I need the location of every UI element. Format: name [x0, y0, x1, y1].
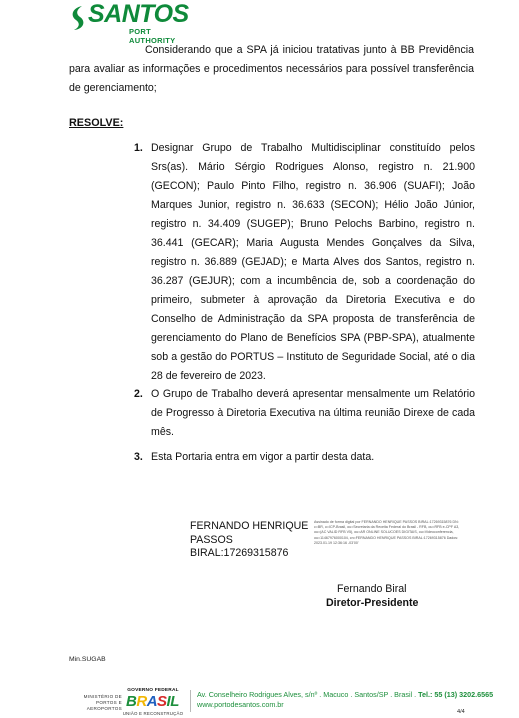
ministry-label: MINISTÉRIO DE PORTOS E AEROPORTOS: [83, 694, 122, 711]
footer-divider: [190, 690, 191, 712]
signer-name: Fernando Biral: [337, 583, 407, 595]
item-text: O Grupo de Trabalho deverá apresentar mensalmente um Relatório de Progresso à Diretoria Executiva na última reunião Direxe de cada mês.: [151, 388, 475, 438]
item-text: Designar Grupo de Trabalho Multidisciplinar constituído pelos Srs(as). Mário Sérgio Rodrigues Alonso, registro n. 21.900 (GECON); Paulo Pinto Filho, registro n. 36.906 (SUAFI); João Marques Junior, registro n. 36.633 (SECON); Hélio João Júnior, registro n. 34.409 (SUGEP); Bruno Pelochs Barbino, registro n. 36.441 (GECAR); Maria Augusta Mendes Gonçalves da Silva, registro n. 36.889 (GEJAD); e Marta Alves dos Santos, registro n. 36.287 (GEJUR); com a incumbência de, sob a coordenação do primeiro, submeter à aprovação da Diretoria Executiva e do Conselho de Administração da SPA proposta de transferência de gerenciamento do Plano de Benefícios SPA (PBP-SPA), atualmente sob a gestão do PORTUS – Instituto de Seguridade Social, até o dia 28 de fevereiro de 2023.: [151, 142, 475, 382]
logo-name: SANTOS: [88, 0, 189, 28]
resolve-heading: RESOLVE:: [69, 117, 124, 129]
uniao-reconstrucao-label: UNIÃO E RECONSTRUÇÃO: [122, 711, 184, 716]
document-reference: Min.SUGAB: [69, 656, 106, 663]
item-number: 1.: [134, 142, 143, 154]
address-text: Av. Conselheiro Rodrigues Alves, s/nº . Macuco . Santos/SP . Brasil .: [197, 690, 417, 699]
governo-federal-logo: [122, 688, 184, 718]
signer-role: Diretor-Presidente: [326, 597, 419, 609]
brasil-wordmark: BRASIL: [126, 693, 179, 710]
page-number: 4/4: [457, 709, 465, 715]
phone-text: Tel.: 55 (13) 3202.6565: [418, 690, 494, 699]
santos-port-authority-logo: [68, 0, 198, 45]
digital-certificate-text: Assinado de forma digital por FERNANDO HENRIQUE PASSOS BIRAL:17269315876 DN: c=BR, o=ICP-Brasil, ou=Secretaria da Receita Federal do Brasil - RFB, ou=RFB e-CPF A3, ou=(AC VALID RFB V5), ou=AR ONLINE SOLUCOES DIGITAIS, ou=Videoconferencia, ou=11467976000104, cn=FERNANDO HENRIQUE PASSOS BIRAL:17269315876 Dados: 2023.01.19 12:36:16 -03'00': [314, 520, 460, 545]
footer-address: [197, 690, 493, 699]
item-number: 3.: [134, 451, 143, 463]
wave-logo-icon: [68, 4, 88, 32]
website-link[interactable]: www.portodesantos.com.br: [197, 700, 284, 709]
item-number: 2.: [134, 388, 143, 400]
governo-federal-label: GOVERNO FEDERAL: [127, 688, 179, 693]
digital-signer-name: FERNANDO HENRIQUE PASSOS BIRAL:17269315876: [190, 520, 309, 559]
logo-subtitle: PORT AUTHORITY: [129, 27, 176, 45]
considering-paragraph: Considerando que a SPA já iniciou tratativas junto à BB Previdência para avaliar as informações e procedimentos necessários para possível transferência de gerenciamento;: [69, 44, 474, 94]
item-text: Esta Portaria entra em vigor a partir desta data.: [151, 451, 375, 463]
